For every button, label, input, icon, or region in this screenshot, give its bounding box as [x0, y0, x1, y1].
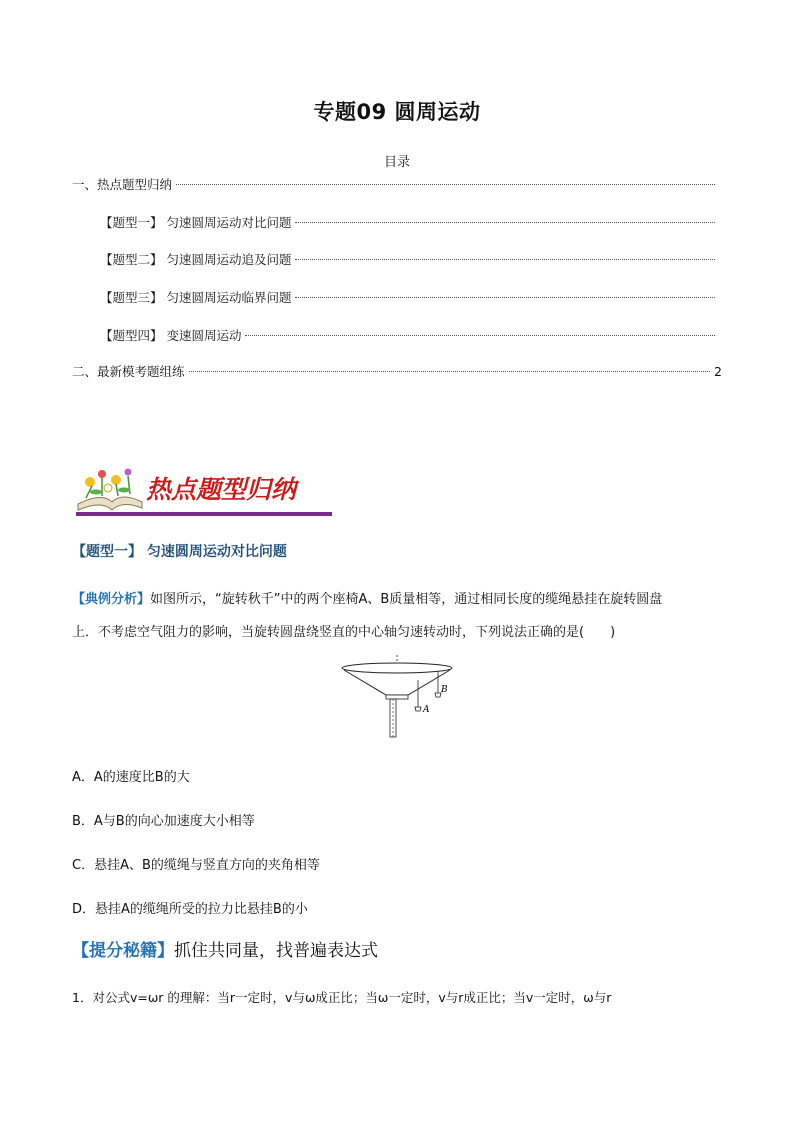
banner-book-icon: [72, 458, 334, 518]
option-a[interactable]: A．A的速度比B的大: [72, 770, 190, 785]
swing-figure: [336, 655, 458, 740]
example-tag: 【典例分析】: [72, 592, 151, 607]
toc-entry-label: 一、热点题型归纳: [72, 177, 173, 192]
section-tag: 【题型一】: [72, 544, 142, 560]
toc-leader: [189, 371, 710, 372]
section-heading: [72, 541, 287, 561]
toc-leader: [176, 184, 715, 185]
page-title: 专题09 圆周运动: [313, 100, 481, 124]
toc-heading: 目录: [383, 155, 410, 170]
section-title: 匀速圆周运动对比问题: [142, 544, 287, 560]
toc-entry-label: 【题型四】 变速圆周运动: [100, 328, 242, 343]
toc-leader: [245, 335, 715, 336]
formula-explanation: 1．对公式v=ωr 的理解：当r一定时，v与ω成正比；当ω一定时，v与r成正比；当v一定时，ω与r: [72, 990, 612, 1005]
example-text-1: 如图所示，“旋转秋千”中的两个座椅A、B质量相等，通过相同长度的缆绳悬挂在旋转圆盘: [150, 592, 663, 607]
tips-tag: 【提分秘籍】: [72, 941, 174, 961]
option-b[interactable]: B．A与B的向心加速度大小相等: [72, 814, 255, 829]
rotating-swing-diagram: [336, 655, 458, 740]
label-b: B: [441, 685, 448, 695]
toc-entry-label: 【题型一】 匀速圆周运动对比问题: [100, 215, 292, 230]
toc-entry-label: 【题型二】 匀速圆周运动追及问题: [100, 252, 292, 267]
toc-leader: [295, 222, 715, 223]
toc-entry[interactable]: [100, 213, 727, 231]
toc-entry[interactable]: [100, 250, 727, 268]
toc-entry-label: 【题型三】 匀速圆周运动临界问题: [100, 290, 292, 305]
toc-leader: [295, 259, 715, 260]
toc-leader: [295, 297, 715, 298]
example-paragraph: [72, 583, 728, 649]
label-a: A: [423, 705, 430, 715]
toc-entry[interactable]: [100, 288, 727, 306]
option-d[interactable]: D．悬挂A的缆绳所受的拉力比悬挂B的小: [72, 902, 308, 917]
toc-entry[interactable]: [72, 175, 727, 193]
toc-entry-label: 二、最新模考题组练: [72, 364, 185, 379]
toc-entry[interactable]: [72, 362, 722, 380]
tips-text: 抓住共同量，找普遍表达式: [174, 941, 378, 961]
example-line-1: [72, 583, 728, 616]
toc-entry[interactable]: [100, 326, 727, 344]
banner-title: 热点题型归纳: [146, 475, 297, 504]
toc-entry-page: 2: [714, 364, 722, 379]
example-text-2: 上．不考虑空气阻力的影响，当旋转圆盘绕竖直的中心轴匀速转动时，下列说法正确的是( ): [72, 625, 616, 640]
option-c[interactable]: C．悬挂A、B的缆绳与竖直方向的夹角相等: [72, 858, 320, 873]
tips-heading: [72, 936, 378, 961]
section-banner: [72, 458, 334, 518]
